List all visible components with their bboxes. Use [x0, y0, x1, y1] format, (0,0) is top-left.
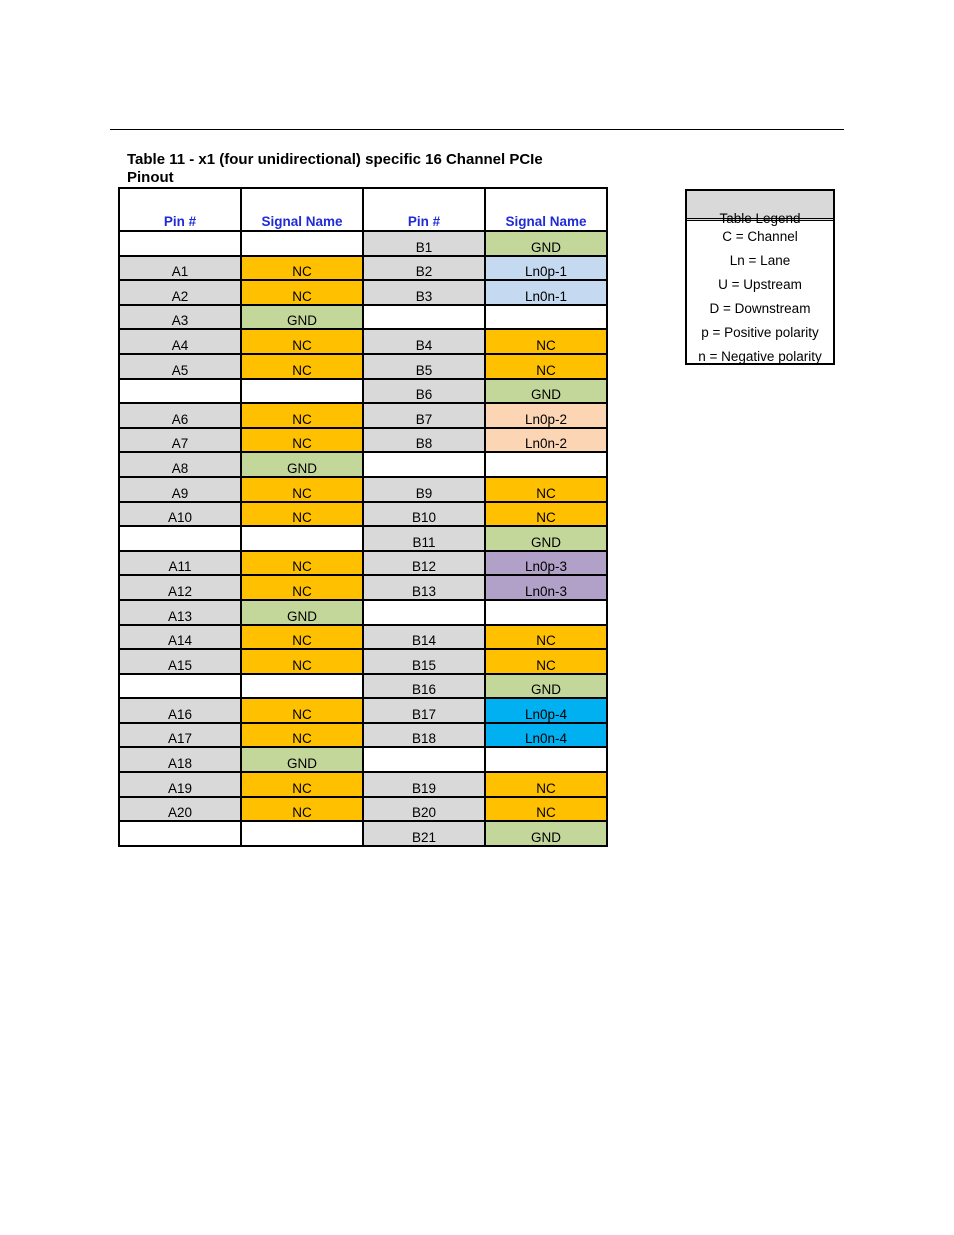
pinout-table	[118, 187, 608, 847]
table-row	[119, 551, 607, 576]
pin-b-cell: B5	[363, 354, 485, 379]
signal-a-cell	[241, 526, 363, 551]
pin-a-cell: A14	[119, 625, 241, 650]
table-row	[119, 723, 607, 748]
signal-a-cell: NC	[241, 649, 363, 674]
signal-b-cell: GND	[485, 821, 607, 846]
signal-b-cell: Ln0p-4	[485, 698, 607, 723]
signal-a-cell: NC	[241, 575, 363, 600]
signal-a-cell: NC	[241, 280, 363, 305]
table-row	[119, 231, 607, 256]
signal-b-cell: Ln0n-1	[485, 280, 607, 305]
pin-b-cell: B6	[363, 379, 485, 404]
table-caption	[127, 151, 587, 187]
pin-b-cell: B21	[363, 821, 485, 846]
pin-a-cell: A10	[119, 502, 241, 527]
table-row	[119, 625, 607, 650]
pin-a-cell: A18	[119, 747, 241, 772]
pin-a-cell	[119, 379, 241, 404]
table-row	[119, 477, 607, 502]
pin-a-cell: A8	[119, 452, 241, 477]
legend-item: p = Positive polarity	[701, 325, 819, 340]
signal-a-cell: GND	[241, 747, 363, 772]
pin-b-cell: B13	[363, 575, 485, 600]
signal-b-cell: NC	[485, 649, 607, 674]
header-signal-b: Signal Name	[485, 188, 607, 231]
signal-a-cell: NC	[241, 502, 363, 527]
table-row	[119, 280, 607, 305]
pin-b-cell: B16	[363, 674, 485, 699]
pin-a-cell	[119, 231, 241, 256]
signal-a-cell: NC	[241, 772, 363, 797]
pin-a-cell: A7	[119, 428, 241, 453]
pin-a-cell: A15	[119, 649, 241, 674]
signal-a-cell: GND	[241, 305, 363, 330]
table-row	[119, 698, 607, 723]
signal-b-cell: GND	[485, 674, 607, 699]
pin-b-cell: B1	[363, 231, 485, 256]
pin-a-cell: A4	[119, 329, 241, 354]
legend-title: Table Legend	[719, 211, 801, 226]
table-row	[119, 821, 607, 846]
signal-b-cell: NC	[485, 797, 607, 822]
table-row	[119, 428, 607, 453]
header-signal-a: Signal Name	[241, 188, 363, 231]
pin-a-cell: A9	[119, 477, 241, 502]
table-row	[119, 329, 607, 354]
signal-a-cell: NC	[241, 625, 363, 650]
pin-a-cell: A12	[119, 575, 241, 600]
legend-item: Ln = Lane	[729, 253, 791, 268]
signal-b-cell: GND	[485, 526, 607, 551]
signal-b-cell: GND	[485, 379, 607, 404]
table-row	[119, 747, 607, 772]
legend-item: n = Negative polarity	[698, 349, 822, 364]
table-row	[119, 600, 607, 625]
signal-a-cell: NC	[241, 477, 363, 502]
signal-b-cell: NC	[485, 625, 607, 650]
table-row	[119, 379, 607, 404]
signal-a-cell: NC	[241, 551, 363, 576]
pin-a-cell: A5	[119, 354, 241, 379]
pin-b-cell: B10	[363, 502, 485, 527]
pin-b-cell: B3	[363, 280, 485, 305]
legend-header	[687, 191, 833, 226]
pin-b-cell	[363, 452, 485, 477]
pin-a-cell: A2	[119, 280, 241, 305]
table-row	[119, 797, 607, 822]
signal-a-cell: GND	[241, 600, 363, 625]
pin-a-cell: A13	[119, 600, 241, 625]
signal-b-cell: Ln0p-3	[485, 551, 607, 576]
signal-b-cell: Ln0p-2	[485, 403, 607, 428]
pin-b-cell: B12	[363, 551, 485, 576]
signal-a-cell: NC	[241, 797, 363, 822]
table-row	[119, 354, 607, 379]
legend-item: C = Channel	[722, 229, 798, 244]
signal-b-cell: NC	[485, 502, 607, 527]
header-pin-a: Pin #	[119, 188, 241, 231]
caption-line-1: Table 11 - x1 (four unidirectional) specific 16 Channel PCIe	[127, 151, 543, 168]
table-row	[119, 403, 607, 428]
table-row	[119, 256, 607, 281]
header-pin-b: Pin #	[363, 188, 485, 231]
pin-b-cell: B17	[363, 698, 485, 723]
signal-a-cell	[241, 674, 363, 699]
pin-b-cell	[363, 747, 485, 772]
signal-b-cell: NC	[485, 772, 607, 797]
signal-a-cell: NC	[241, 256, 363, 281]
table-row	[119, 502, 607, 527]
signal-a-cell: NC	[241, 428, 363, 453]
signal-a-cell: NC	[241, 723, 363, 748]
pin-b-cell: B2	[363, 256, 485, 281]
pin-a-cell: A19	[119, 772, 241, 797]
signal-a-cell: NC	[241, 354, 363, 379]
pin-b-cell: B15	[363, 649, 485, 674]
pin-a-cell: A3	[119, 305, 241, 330]
pin-a-cell	[119, 526, 241, 551]
pin-b-cell: B11	[363, 526, 485, 551]
signal-a-cell: GND	[241, 452, 363, 477]
signal-b-cell: NC	[485, 354, 607, 379]
pin-b-cell: B20	[363, 797, 485, 822]
legend-item: D = Downstream	[709, 301, 811, 316]
signal-b-cell: NC	[485, 329, 607, 354]
table-row	[119, 575, 607, 600]
pin-b-cell: B18	[363, 723, 485, 748]
signal-a-cell: NC	[241, 403, 363, 428]
table-header-row	[119, 188, 607, 231]
signal-b-cell	[485, 305, 607, 330]
pin-b-cell	[363, 305, 485, 330]
pin-a-cell: A17	[119, 723, 241, 748]
pin-a-cell: A16	[119, 698, 241, 723]
pin-b-cell: B14	[363, 625, 485, 650]
signal-b-cell: NC	[485, 477, 607, 502]
signal-a-cell	[241, 379, 363, 404]
pin-a-cell: A6	[119, 403, 241, 428]
table-row	[119, 526, 607, 551]
signal-b-cell	[485, 452, 607, 477]
signal-a-cell	[241, 821, 363, 846]
pin-b-cell	[363, 600, 485, 625]
header-rule	[110, 129, 844, 130]
signal-b-cell	[485, 747, 607, 772]
signal-b-cell: GND	[485, 231, 607, 256]
legend-list	[687, 221, 833, 373]
signal-b-cell	[485, 600, 607, 625]
signal-a-cell	[241, 231, 363, 256]
table-row	[119, 674, 607, 699]
signal-b-cell: Ln0n-3	[485, 575, 607, 600]
pinout-table-body	[119, 231, 607, 846]
signal-a-cell: NC	[241, 329, 363, 354]
table-legend	[685, 189, 835, 365]
table-row	[119, 772, 607, 797]
pin-b-cell: B8	[363, 428, 485, 453]
caption-line-2: Pinout	[127, 169, 174, 186]
signal-b-cell: Ln0p-1	[485, 256, 607, 281]
signal-a-cell: NC	[241, 698, 363, 723]
pin-a-cell	[119, 674, 241, 699]
pin-a-cell	[119, 821, 241, 846]
pin-b-cell: B7	[363, 403, 485, 428]
pin-b-cell: B9	[363, 477, 485, 502]
legend-item: U = Upstream	[718, 277, 802, 292]
pin-a-cell: A1	[119, 256, 241, 281]
pin-b-cell: B4	[363, 329, 485, 354]
pin-a-cell: A11	[119, 551, 241, 576]
table-row	[119, 452, 607, 477]
pin-a-cell: A20	[119, 797, 241, 822]
pin-b-cell: B19	[363, 772, 485, 797]
table-row	[119, 649, 607, 674]
signal-b-cell: Ln0n-2	[485, 428, 607, 453]
table-row	[119, 305, 607, 330]
signal-b-cell: Ln0n-4	[485, 723, 607, 748]
